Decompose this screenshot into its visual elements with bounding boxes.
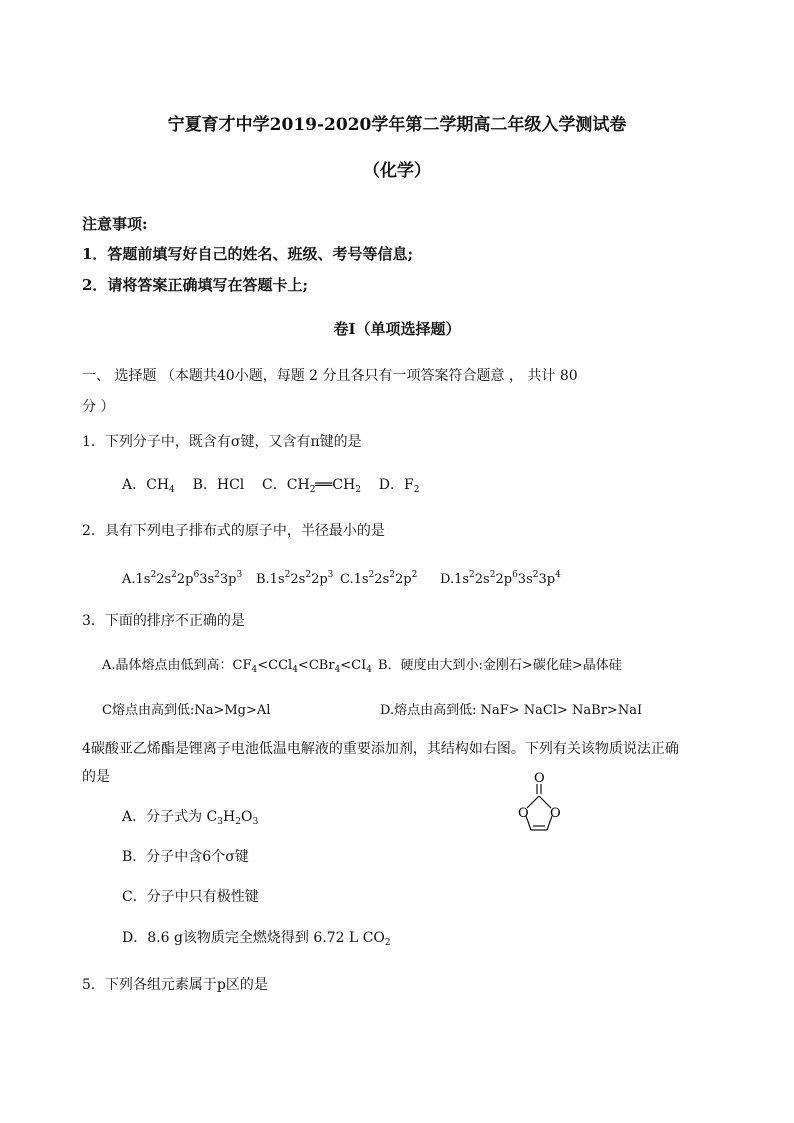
question-2-option-a: $A.1s^22s^22p^63s^23p^3$ (122, 570, 243, 587)
carbonyl-o-label: O (534, 771, 545, 786)
question-3-option-b: B．硬度由大到小:金刚石>碳化硅>晶体硅 (378, 658, 622, 673)
question-4-option-d: D．8.6 g该物质完全燃烧得到 6.72 L $CO_2$ (122, 930, 391, 948)
section-intro-line2: 分 ） (82, 399, 115, 415)
question-2-stem: 2．具有下列电子排布式的原子中，半径最小的是 (82, 523, 385, 539)
question-3-option-a: A.晶体熔点由低到高：$CF_4<CCl_4<CBr_4<CI_4$ (102, 658, 372, 675)
subject-title: （化学） (363, 161, 431, 181)
question-2-option-d: $D.1s^22s^22p^63s^23p^4$ (440, 570, 561, 587)
question-2-option-b: $B.1s^22s^22p^3$ (256, 570, 334, 587)
question-4-stem-line1: 4碳酸亚乙烯酯是锂离子电池低温电解液的重要添加剂，其结构如右图。下列有关该物质说法正确 (82, 741, 679, 757)
section-intro-line1: 一、 选择题 （本题共40小题，每题 2 分且各只有一项答案符合题意 ， 共计 80 (82, 368, 578, 384)
note-item-2: 2．请将答案正确填写在答题卡上; (82, 276, 308, 294)
question-3-option-d: D.熔点由高到低: NaF> NaCl> NaBr>NaI (380, 703, 643, 718)
question-4-option-c: C．分子中只有极性键 (122, 889, 259, 905)
vinylene-carbonate-structure (505, 770, 575, 842)
ring-o-right-label: O (550, 806, 561, 821)
question-3-stem: 3．下面的排序不正确的是 (82, 613, 245, 629)
question-4-option-a: A．分子式为 $C_3H_2O_3$ (122, 809, 259, 827)
question-2-option-c: $C.1s^22s^22p^2$ (340, 570, 418, 587)
note-item-1: 1．答题前填写好自己的姓名、班级、考号等信息; (82, 245, 413, 263)
question-4-option-b: B．分子中含6个σ键 (122, 849, 249, 865)
question-3-option-c: C熔点由高到低:Na>Mg>Al (102, 703, 271, 718)
exam-title: 宁夏育才中学2019-2020学年第二学期高二年级入学测试卷 (167, 115, 627, 135)
question-1-options: A．$CH_4$ B．HCl C．$CH_2══CH_2$ D．$F_2$ (122, 477, 420, 495)
question-4-stem-line2: 的是 (82, 769, 110, 785)
notes-heading: 注意事项: (82, 215, 148, 233)
ring-o-left-label: O (518, 806, 529, 821)
question-1-stem: 1．下列分子中，既含有σ键，又含有π键的是 (82, 434, 362, 450)
section-title: 卷I（单项选择题） (333, 320, 461, 338)
question-5-stem: 5．下列各组元素属于p区的是 (82, 977, 268, 993)
